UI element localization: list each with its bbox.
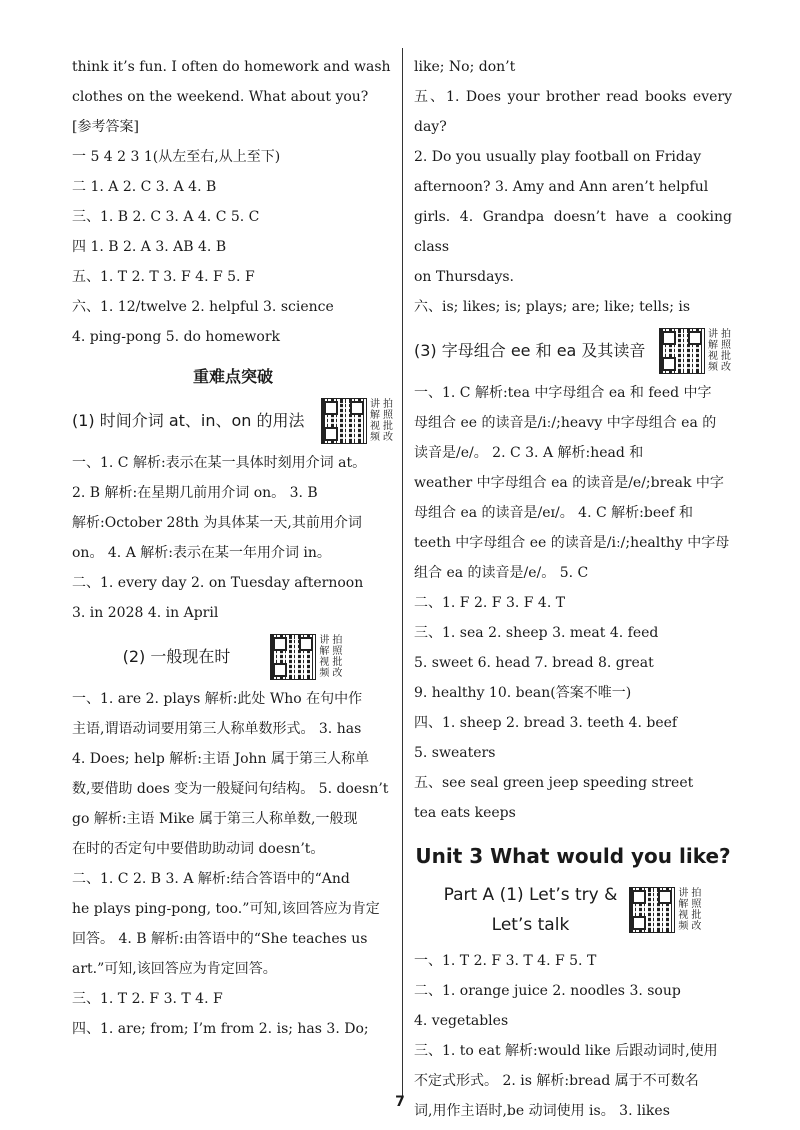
answer-line: 四、1. sheep 2. bread 3. teeth 4. beef — [414, 715, 678, 731]
answer-key-label: [参考答案] — [72, 119, 139, 135]
qr-code-icon[interactable] — [321, 398, 367, 444]
answer-line: 母组合 ee 的读音是/iː/;heavy 中字母组合 ea 的 — [414, 415, 717, 431]
answer-line: 二 1. A 2. C 3. A 4. B — [72, 179, 217, 195]
answer-line: 4. Does; help 解析:主语 John 属于第三人称单 — [72, 751, 369, 767]
answer-line: 三、1. sea 2. sheep 3. meat 4. feed — [414, 625, 659, 641]
qr-code-block[interactable] — [321, 398, 394, 444]
qr-code-block[interactable] — [659, 328, 732, 374]
answer-line: 一、1. C 解析:tea 中字母组合 ea 和 feed 中字 — [414, 385, 712, 401]
column-divider — [402, 48, 403, 1098]
answer-line: 一、1. T 2. F 3. T 4. F 5. T — [414, 953, 597, 969]
answer-line: 五、1. T 2. T 3. F 4. F 5. F — [72, 269, 255, 285]
answer-line: 三、1. T 2. F 3. T 4. F — [72, 991, 223, 1007]
qr-label: 讲 拍 解 照 视 批 频 改 — [678, 888, 702, 932]
qr-label: 讲 拍 解 照 视 批 频 改 — [708, 329, 731, 373]
answer-line: on。 4. A 解析:表示在某一年用介词 in。 — [72, 545, 331, 561]
answer-line: girls. 4. Grandpa doesn’t have a cooking class — [414, 209, 732, 255]
part-a-line: Let’s talk — [491, 915, 570, 935]
answer-line: 4. ping-pong 5. do homework — [72, 329, 281, 345]
section-title: (2) 一般现在时 — [122, 647, 231, 666]
answer-line: 5. sweet 6. head 7. bread 8. great — [414, 655, 654, 671]
unit-title: Unit 3 What would you like? — [415, 844, 731, 868]
answer-line: 回答。 4. B 解析:由答语中的“She teaches us — [72, 931, 368, 947]
left-column — [72, 52, 394, 1044]
answer-line: 四 1. B 2. A 3. AB 4. B — [72, 239, 227, 255]
answer-line: tea eats keeps — [414, 805, 516, 821]
answer-line: 读音是/e/。 2. C 3. A 解析:head 和 — [414, 445, 644, 461]
answer-line: 主语,谓语动词要用第三人称单数形式。 3. has — [72, 721, 362, 737]
part-a-header — [414, 880, 732, 940]
answer-line: 二、1. orange juice 2. noodles 3. soup — [414, 983, 681, 999]
qr-label: 讲 拍 解 照 视 批 频 改 — [370, 399, 393, 443]
qr-code-block[interactable] — [629, 887, 702, 933]
answer-line: 4. vegetables — [414, 1013, 509, 1029]
section-title: (3) 字母组合 ee 和 ea 及其读音 — [414, 341, 646, 360]
section-header-present-tense — [72, 634, 394, 680]
answer-line: he plays ping-pong, too.”可知,该回答应为肯定 — [72, 901, 380, 917]
right-column — [414, 52, 732, 1126]
qr-code-icon[interactable] — [629, 887, 675, 933]
answer-line: art.”可知,该回答应为肯定回答。 — [72, 961, 277, 977]
answer-line: 数,要借助 does 变为一般疑问句结构。 5. doesn’t — [72, 781, 389, 797]
answer-line: 9. healthy 10. bean(答案不唯一) — [414, 685, 632, 701]
answer-line: teeth 中字母组合 ee 的读音是/iː/;healthy 中字母 — [414, 535, 730, 551]
answer-line: 二、1. every day 2. on Tuesday afternoon — [72, 575, 364, 591]
answer-line: 三、1. to eat 解析:would like 后跟动词时,使用 — [414, 1043, 718, 1059]
text-line: clothes on the weekend. What about you? — [72, 89, 369, 105]
answer-key-text: 参考答案 — [77, 119, 134, 135]
answer-line: 一 5 4 2 3 1(从左至右,从上至下) — [72, 149, 281, 165]
qr-code-block[interactable] — [270, 634, 343, 680]
section-header-prepositions — [72, 398, 394, 444]
answer-line: 二、1. C 2. B 3. A 解析:结合答语中的“And — [72, 871, 350, 887]
answer-line: 3. in 2028 4. in April — [72, 605, 219, 621]
answer-line: 2. B 解析:在星期几前用介词 on。 3. B — [72, 485, 318, 501]
qr-code-icon[interactable] — [659, 328, 705, 374]
part-a-title — [444, 880, 618, 940]
answer-line: weather 中字母组合 ea 的读音是/e/;break 中字 — [414, 475, 724, 491]
text-line: think it’s fun. I often do homework and wash — [72, 59, 391, 75]
qr-code-icon[interactable] — [270, 634, 316, 680]
answer-line: 在时的否定句中要借助助动词 doesn’t。 — [72, 841, 325, 857]
qr-label: 讲 拍 解 照 视 批 频 改 — [319, 635, 343, 679]
answer-line: 一、1. C 解析:表示在某一具体时刻用介词 at。 — [72, 455, 367, 471]
page-number: 7 — [395, 1094, 405, 1110]
answer-line: 六、is; likes; is; plays; are; like; tells; is — [414, 299, 691, 315]
answer-line: like; No; don’t — [414, 59, 516, 75]
section-header-ee-ea — [414, 328, 732, 374]
answer-line: 母组合 ea 的读音是/eɪ/。 4. C 解析:beef 和 — [414, 505, 694, 521]
answer-line: 词,用作主语时,be 动词使用 is。 3. likes — [414, 1103, 670, 1119]
answer-line: 解析:October 28th 为具体某一天,其前用介词 — [72, 515, 362, 531]
answer-line: 四、1. are; from; I’m from 2. is; has 3. Do; — [72, 1021, 369, 1037]
answer-line: 六、1. 12/twelve 2. helpful 3. science — [72, 299, 334, 315]
answer-line: 5. sweaters — [414, 745, 496, 761]
answer-line: on Thursdays. — [414, 269, 514, 285]
part-a-line: Part A (1) Let’s try & — [443, 885, 618, 905]
answer-line: go 解析:主语 Mike 属于第三人称单数,一般现 — [72, 811, 358, 827]
answer-line: 一、1. are 2. plays 解析:此处 Who 在句中作 — [72, 691, 363, 707]
answer-line: 五、see seal green jeep speeding street — [414, 775, 694, 791]
answer-line: 不定式形式。 2. is 解析:bread 属于不可数名 — [414, 1073, 699, 1089]
answer-line: 五、1. Does your brother read books every day? — [414, 89, 732, 135]
answer-line: 组合 ea 的读音是/e/。 5. C — [414, 565, 589, 581]
answer-line: afternoon? 3. Amy and Ann aren’t helpful — [414, 179, 709, 195]
answer-line: 三、1. B 2. C 3. A 4. C 5. C — [72, 209, 260, 225]
section-heading-key-points: 重难点突破 — [192, 367, 273, 386]
answer-line: 2. Do you usually play football on Friday — [414, 149, 702, 165]
answer-line: 二、1. F 2. F 3. F 4. T — [414, 595, 566, 611]
section-title: (1) 时间介词 at、in、on 的用法 — [72, 411, 305, 430]
